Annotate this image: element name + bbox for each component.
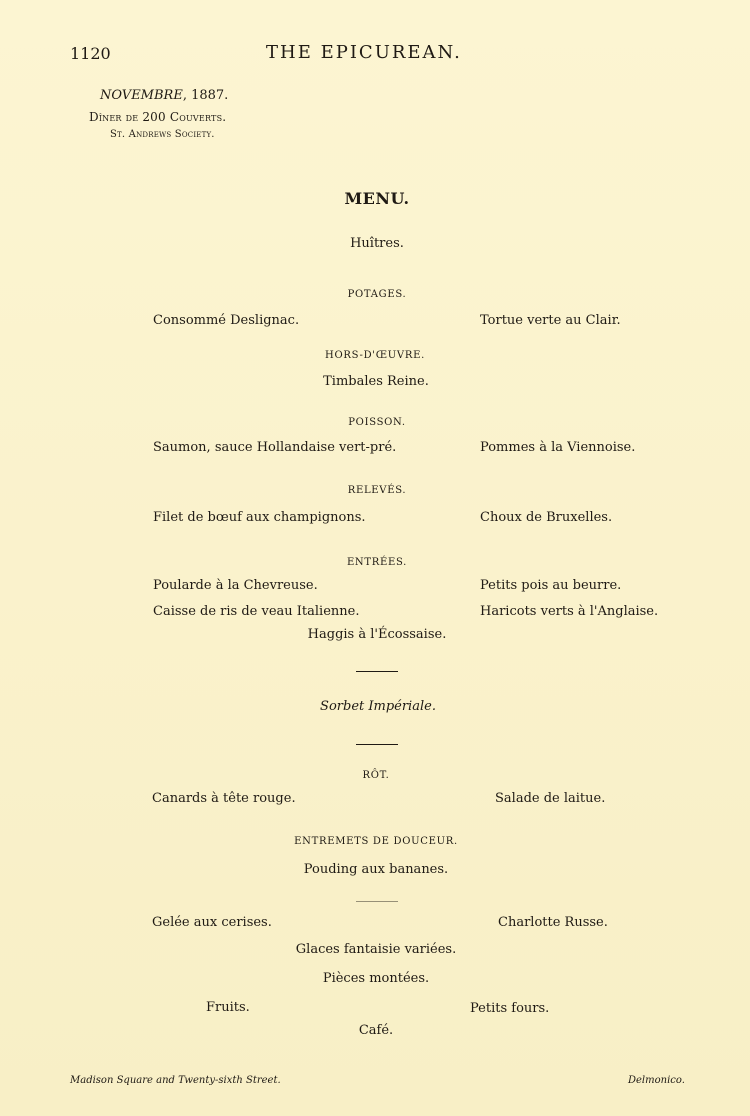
entree-right-2: Haricots verts à l'Anglaise. — [480, 604, 659, 619]
dinner-line: Dîner de 200 Couverts. — [89, 110, 227, 124]
entremets-center: Pouding aux bananes. — [303, 862, 449, 877]
potage-left: Consommé Deslignac. — [153, 313, 300, 328]
entremets-center-3: Pièces montées. — [322, 971, 430, 986]
entremets-center-2: Glaces fantaisie variées. — [295, 942, 457, 957]
dessert-left: Fruits. — [206, 1000, 250, 1015]
entremets-left: Gelée aux cerises. — [152, 915, 272, 930]
poisson-heading: POISSON. — [348, 417, 406, 428]
dessert-center: Café. — [358, 1023, 394, 1038]
event-month: NOVEMBRE — [100, 88, 183, 103]
menu-title: MENU. — [344, 189, 410, 208]
divider-middle — [356, 744, 398, 745]
rot-heading: RÔT. — [362, 770, 390, 781]
rot-right: Salade de laitue. — [495, 791, 606, 806]
hors-doeuvre-heading: HORS-D'ŒUVRE. — [325, 350, 425, 361]
entree-right-1: Petits pois au beurre. — [480, 578, 622, 593]
dessert-right: Petits fours. — [470, 1001, 550, 1016]
releves-heading: RELEVÉS. — [347, 485, 407, 496]
potage-right: Tortue verte au Clair. — [480, 313, 621, 328]
publication-title: THE EPICUREAN. — [266, 42, 462, 63]
footer-right: Delmonico. — [628, 1075, 685, 1086]
releves-left: Filet de bœuf aux champignons. — [153, 510, 366, 525]
entrees-heading: ENTRÉES. — [346, 557, 408, 568]
hors-doeuvre-item: Timbales Reine. — [323, 374, 429, 389]
entremets-heading: ENTREMETS DE DOUCEUR. — [294, 836, 458, 847]
society-line: St. Andrews Society. — [110, 129, 215, 140]
entree-left-2: Caisse de ris de veau Italienne. — [153, 604, 360, 619]
entree-center: Haggis à l'Écossaise. — [307, 627, 447, 642]
poisson-right: Pommes à la Viennoise. — [480, 440, 636, 455]
releves-right: Choux de Bruxelles. — [480, 510, 613, 525]
event-year: , 1887. — [182, 88, 229, 103]
menu-starter: Huîtres. — [350, 236, 404, 251]
page-number: 1120 — [70, 44, 111, 63]
entree-left-1: Poularde à la Chevreuse. — [153, 578, 318, 593]
rot-left: Canards à tête rouge. — [152, 791, 296, 806]
divider-bottom — [356, 901, 398, 902]
divider-top — [356, 671, 398, 672]
event-date — [100, 88, 228, 103]
footer-left: Madison Square and Twenty-sixth Street. — [70, 1075, 281, 1086]
poisson-left: Saumon, sauce Hollandaise vert-pré. — [153, 440, 397, 455]
potages-heading: POTAGES. — [347, 289, 407, 300]
sorbet: Sorbet Impériale. — [320, 699, 436, 714]
entremets-right: Charlotte Russe. — [498, 915, 608, 930]
